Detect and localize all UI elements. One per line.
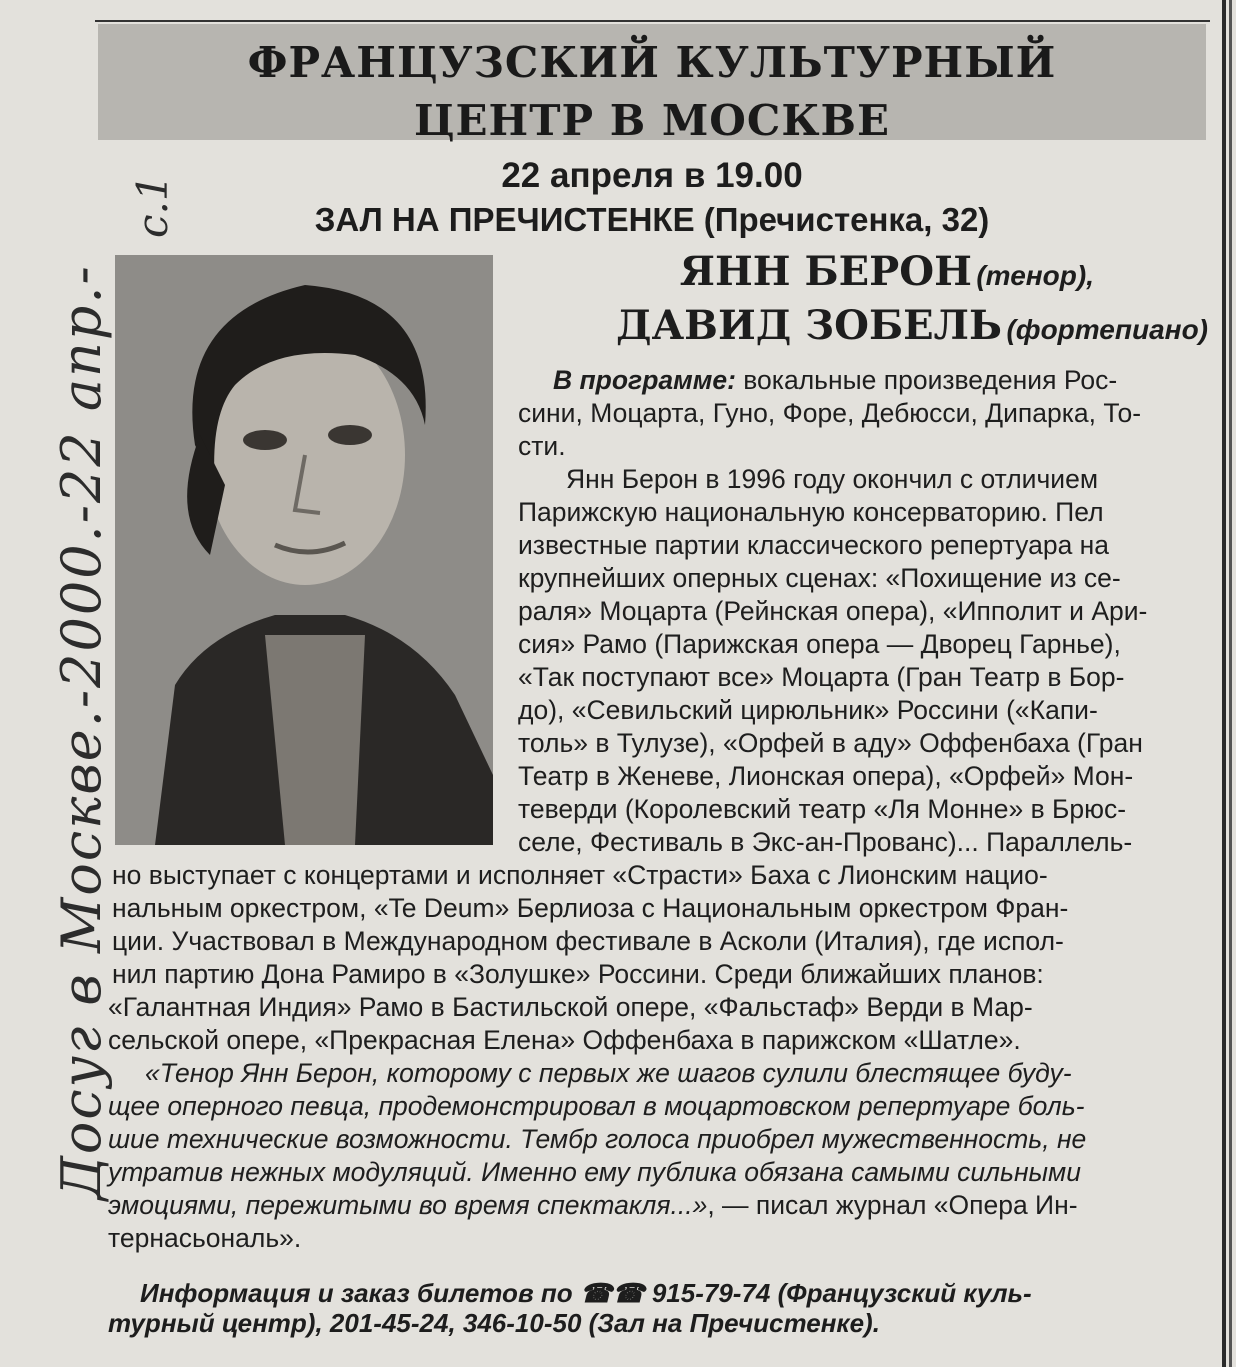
program-label: В программе: [553, 365, 736, 395]
ticket-info-line1: Информация и заказ билетов по ☎☎ 915-79-74 (Французский куль- [140, 1278, 1032, 1308]
bio-line: известные партии классического репертуара на [518, 530, 1110, 560]
program-text-1: вокальные произведения Рос- [735, 365, 1118, 395]
bio-line: теверди (Королевский театр «Ля Монне» в Брюс- [518, 794, 1127, 824]
bio-line: Парижскую национальную консерваторию. Пел [518, 497, 1104, 527]
bio-line: Янн Берон в 1996 году окончил с отличием [566, 464, 1099, 494]
bio-line: нальным оркестром, «Te Deum» Берлиоза с Национальным оркестром Фран- [112, 893, 1069, 923]
ticket-info-line2: турный центр), 201-45-24, 346-10-50 (Зал на Пречистенке). [108, 1308, 880, 1338]
performer-1-role: (тенор), [976, 260, 1094, 291]
program-text-2: сини, Моцарта, Гуно, Форе, Дебюсси, Дипарка, То- [518, 398, 1142, 428]
bio-line: сельской опере, «Прекрасная Елена» Оффенбаха в парижском «Шатле». [108, 1025, 1021, 1055]
quote-line: утратив нежных модуляций. Именно ему публика обязана самыми сильными [108, 1157, 1081, 1187]
bio-line: «Галантная Индия» Рамо в Бастильской опере, «Фальстаф» Верди в Мар- [108, 992, 1033, 1022]
bio-line: сия» Рамо (Парижская опера — Дворец Гарнье), [518, 629, 1121, 659]
performer-2-role: (фортепиано) [1006, 314, 1208, 345]
bio-line: «Так поступают все» Моцарта (Гран Театр в Бор- [518, 662, 1125, 692]
quote-line: шие технические возможности. Тембр голоса приобрел мужественность, не [108, 1124, 1087, 1154]
event-venue: ЗАЛ НА ПРЕЧИСТЕНКЕ (Пречистенка, 32) [314, 201, 990, 238]
quote-line: «Тенор Янн Берон, которому с первых же шагов сулили блестящее буду- [145, 1058, 1072, 1088]
bio-line: Театр в Женеве, Лионская опера), «Орфей» Мон- [518, 761, 1134, 791]
program-line [553, 364, 1117, 397]
bio-line: до), «Севильский цирюльник» Россини («Капи- [518, 695, 1098, 725]
bio-line: толь» в Тулузе), «Орфей в аду» Оффенбаха (Гран [518, 728, 1143, 758]
event-date: 22 апреля в 19.00 [501, 156, 803, 195]
handwritten-page-note: с.1 [128, 174, 177, 238]
quote-attribution: , — писал журнал «Опера Ин- [707, 1190, 1078, 1220]
performer-1-name: ЯНН БЕРОН [679, 248, 972, 295]
performer-2-name: ДАВИД ЗОБЕЛЬ [616, 302, 1003, 349]
quote-final: тернасьональ». [108, 1223, 302, 1253]
bio-line: ции. Участвовал в Международном фестивале в Асколи (Италия), где испол- [112, 926, 1064, 956]
page-title-line1: ФРАНЦУЗСКИЙ КУЛЬТУРНЫЙ [247, 38, 1057, 87]
bio-line: селе, Фестиваль в Экс-ан-Прованс)... Параллель- [518, 827, 1133, 857]
bio-line: крупнейших оперных сценах: «Похищение из се- [518, 563, 1121, 593]
page-title-line2: ЦЕНТР В МОСКВЕ [413, 96, 891, 145]
quote-line-last [108, 1189, 1078, 1222]
program-text-3: сти. [518, 431, 566, 461]
quote-line: щее оперного певца, продемонстрировал в моцартовском репертуаре боль- [108, 1091, 1085, 1121]
bio-line: нил партию Дона Рамиро в «Золушке» Россини. Среди ближайших планов: [112, 959, 1044, 989]
handwritten-source-note: Досуг в Москве.-2000.-22 апр.- [50, 264, 113, 1200]
bio-line: раля» Моцарта (Рейнская опера), «Ипполит и Ари- [518, 596, 1148, 626]
quote-end: эмоциями, пережитыми во время спектакля...» [108, 1190, 708, 1220]
bio-line: но выступает с концертами и исполняет «Страсти» Баха с Лионским нацио- [112, 860, 1048, 890]
